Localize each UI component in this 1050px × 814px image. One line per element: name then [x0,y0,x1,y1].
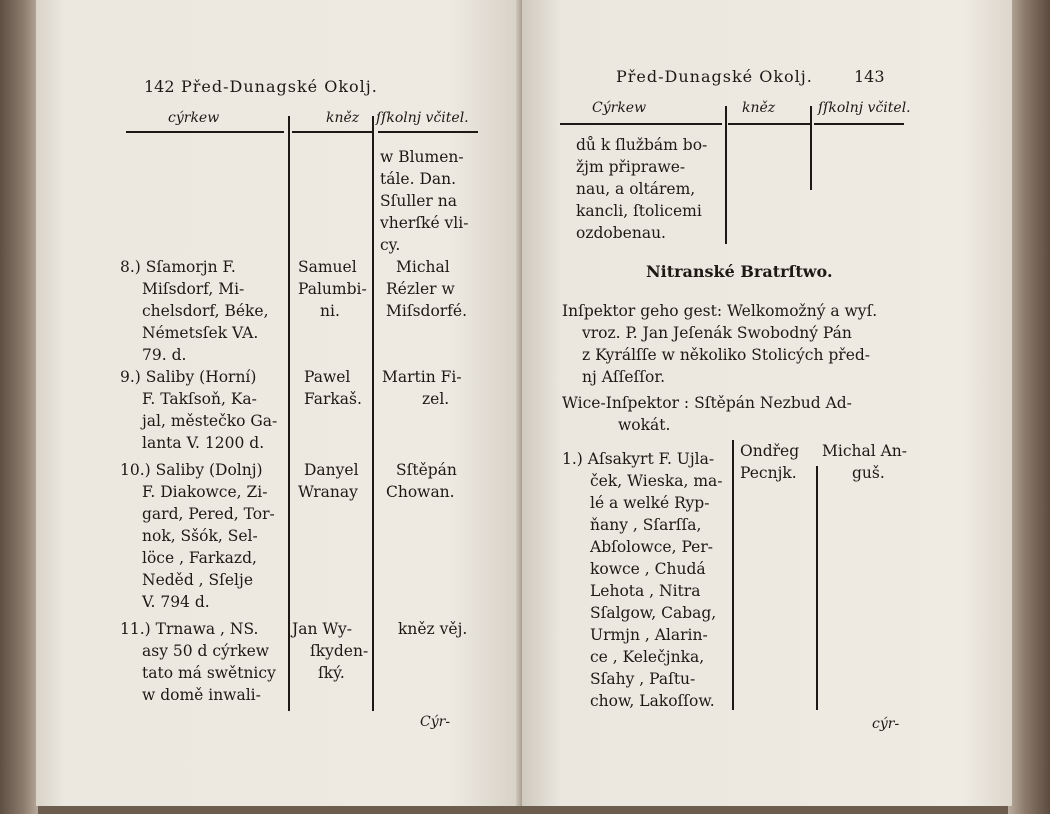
header-rule-priest [292,131,372,133]
running-head-right: Před-Dunagské Okolj. [616,67,813,86]
cont-church: dů k ſlužbám bo- žjm připrawe- nau, a oltárem, kancli, ſtolicemi ozdobenau. [576,136,708,242]
row1-teacher: Michal An- guš. [822,442,908,482]
row11-church: 11.) Trnawa , NS. asy 50 d cýrkew tato má swětnicy w domě inwali- [120,620,276,704]
col-header-priest-right: kněz [742,100,776,116]
row8-church: 8.) Sſamorjn F. Miſsdorf, Mi- chelsdorf, Béke, Németsſek VA. 79. d. [120,258,269,364]
row8-priest: Samuel Palumbi- ni. [298,258,367,320]
inspector-text: Inſpektor geho gest: Welkomožný a wyſ. vroz. P. Jan Jeſenák Swobodný Pán z Kyrálſſe w několiko Stolicých před- nj Aſſeſſor. [562,302,878,386]
header-rule-priest-right [728,123,810,125]
col-header-church: cýrkew [168,110,220,126]
catchword-left: Cýr- [420,714,451,730]
row8-teacher: Michal Rézler w Miſsdorfé. [386,258,468,320]
row9-church: 9.) Saliby (Horní) F. Takſsoň, Ka- jal, městečko Ga- lanta V. 1200 d. [120,368,278,452]
col-header-teacher-right: ſſkolnj včitel. [818,100,911,116]
vice-inspector-text: Wice-Inſpektor : Sſtěpán Nezbud Ad- wokát. [562,394,852,434]
row10-church: 10.) Saliby (Dolnj) F. Diakowce, Zi- gard, Pered, Tor- nok, Sšók, Sel- löce , Farkazd, Neděd , Sſelje V. 794 d. [120,461,275,611]
row11-teacher: kněz věj. [398,620,468,638]
col-header-church-right: Cýrkew [592,100,647,116]
left-page [36,0,522,806]
row11-priest: Jan Wy- ſkyden- ſký. [292,620,369,682]
row10-teacher: Sſtěpán Chowan. [386,461,457,501]
column-divider-1 [288,116,290,711]
column-divider-right-1b [732,440,734,710]
right-page [522,0,1012,806]
row9-teacher: Martin Fi- zel. [382,368,462,408]
column-divider-right-1a [725,106,727,244]
header-rule-teacher [378,131,478,133]
section-title: Nitranské Bratrſtwo. [646,262,833,281]
row1-church: 1.) Aſsakyrt F. Ujla- ček, Wieska, ma- lé a welké Ryp- ňany , Sſarſſa, Abſolowce, Per- kowce , Chudá Lehota , Nitra Sſalgow, Cabag, Urmjn , Alarin- ce , Kelečjnka, Sſahy , Paſtu- chow, Lakoſſow. [562,450,723,710]
column-divider-right-2b [816,466,818,710]
running-head-left: Před-Dunagské Okolj. [181,77,378,96]
book-cover-left [0,0,38,814]
row9-priest: Pawel Farkaš. [304,368,362,408]
header-rule-church [126,131,284,133]
col-header-teacher: ſſkolnj včitel. [376,110,469,126]
catchword-right: cýr- [872,716,900,732]
row0-teacher: w Blumen- tále. Dan. Sſuller na vherſké vli- cy. [380,148,469,254]
column-divider-right-2a [810,106,812,190]
page-number-right: 143 [854,67,885,86]
col-header-priest: kněz [326,110,360,126]
page-number-left: 142 [144,77,175,96]
column-divider-2 [372,116,374,711]
header-rule-church-right [560,123,722,125]
header-rule-teacher-right [814,123,904,125]
book-cover-right [1008,0,1050,814]
row1-priest: Ondřeg Pecnjk. [740,442,800,482]
row10-priest: Danyel Wranay [298,461,359,501]
